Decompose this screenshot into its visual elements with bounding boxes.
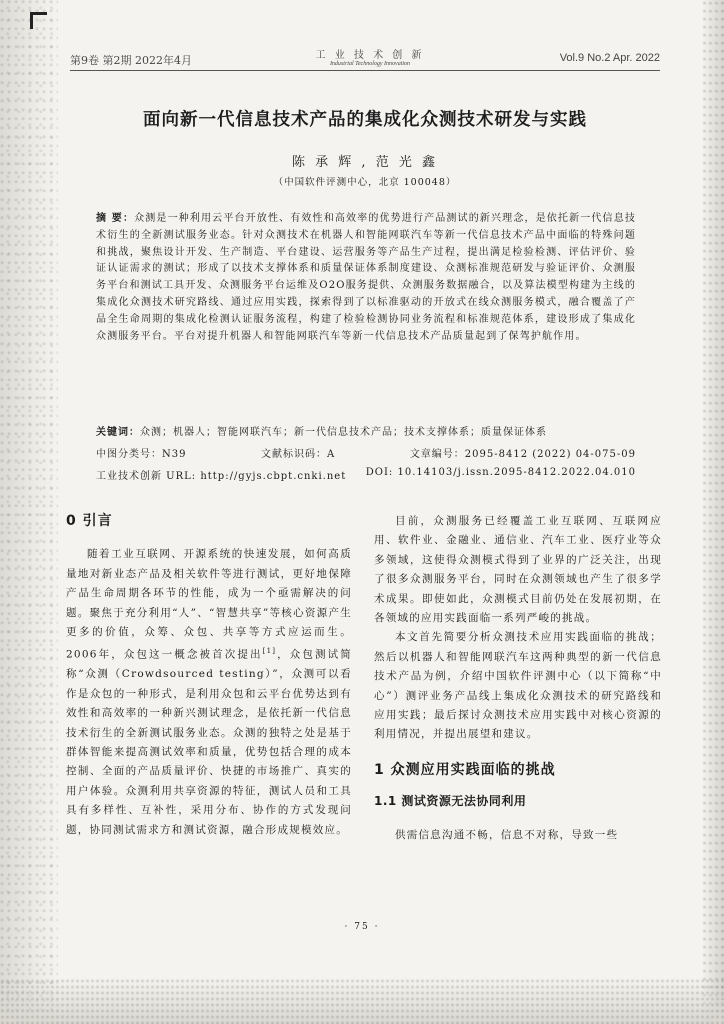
section-1-1-heading: 1.1 测试资源无法协同利用 [374, 794, 527, 809]
keywords [96, 423, 636, 438]
doi: DOI: 10.14103/j.issn.2095-8412.2022.04.010 [365, 467, 636, 478]
document-code: 文献标识码：A [261, 449, 336, 460]
journal-name-en: Industrial Technology Innovation [329, 61, 411, 67]
paragraph: 本文首先简要分析众测技术应用实践面临的挑战；然后以机器人和智能网联汽车这两种典型的新一代信息技术产品为例，介绍中国软件评测中心（以下简称“中心”）测评业务产品线上集成化众测技术的研究路线和应用实践；最后探讨众测技术应用实践中对核心资源的利用情况，并提出展望和建议。 [374, 631, 662, 741]
keywords-label: 关键词： [96, 427, 140, 438]
scan-edge-right [702, 0, 724, 1024]
scan-edge-left [0, 0, 58, 1024]
authors: 陈 承 辉 , 范 光 鑫 [292, 155, 438, 170]
citation: [1] [262, 647, 277, 656]
abstract-text: 众测是一种利用云平台开放性、有效性和高效率的优势进行产品测试的新兴理念，是依托新一代信息技术衍生的全新测试服务业态。针对众测技术在机器人和智能网联汽车等新一代信息技术产品中面临的特殊问题和挑战，聚焦设计开发、生产制造、平台建设、运营服务等产品生产过程，提出满足检验检测、评估评价、验证认证需求的测试；形成了以技术支撑体系和质量保证体系制度建设、众测标准规范研发与验证评价、众测服务平台和测试工具开发、众测服务平台运维及O2O服务提供、众测服务数据融合，以及算法模型构建为主线的集成化众测技术研究路线、通过应用实践，探索得到了以标准驱动的开放式在线众测服务模式，融合覆盖了产品全生命周期的集成化检测认证服务流程，构建了检验检测协同业务流程和标准规范体系，建设形成了集成化众测服务平台。平台对提升机器人和智能网联汽车等新一代信息技术产品质量起到了保驾护航作用。 [96, 213, 637, 342]
clc-number: 中图分类号：N39 [96, 449, 187, 460]
paragraph-text: 随着工业互联网、开源系统的快速发展，如何高质量地对新业态产品及相关软件等进行测试，更好地保障产品生命周期各环节的性能，成为一个亟需解决的问题。聚焦于充分利用“人”、“智慧共享”等核心资源产生更多的价值，众筹、众包、共享等方式应运而生。2006年，众包这一概念被首次提出 [66, 548, 352, 661]
journal-name-cn: 工 业 技 术 创 新 [315, 50, 425, 61]
journal-name [315, 46, 425, 67]
paragraph: 目前，众测服务已经覆盖工业互联网、互联网应用、软件业、金融业、通信业、汽车工业、医疗业等众多领域，这使得众测模式得到了业界的广泛关注，出现了很多众测服务平台，同时在众测领域也产生了很多学术成果。即使如此，众测模式目前仍处在发展初期，在各领域的应用实践面临一系列严峻的挑战。 [374, 515, 662, 625]
running-head [70, 46, 660, 68]
article-number: 文章编号：2095-8412 (2022) 04-075-09 [409, 449, 636, 460]
section-1-heading: 1 众测应用实践面临的挑战 [374, 761, 556, 778]
paragraph: 供需信息沟通不畅，信息不对称，导致一些 [395, 828, 619, 841]
abstract [96, 211, 636, 345]
page-number: · 75 · [344, 922, 380, 932]
header-rule [70, 70, 660, 71]
scan-edge-bottom [0, 978, 724, 1024]
journal-issue-en: Vol.9 No.2 Apr. 2022 [559, 52, 660, 64]
classification-line [96, 445, 636, 460]
keywords-text: 众测；机器人；智能网联汽车；新一代信息技术产品；技术支撑体系；质量保证体系 [140, 427, 547, 438]
affiliation: （中国软件评测中心，北京 100048） [273, 177, 457, 188]
crop-mark-icon [30, 12, 47, 29]
column-right [374, 512, 662, 845]
url-doi-line [96, 467, 636, 482]
paragraph-text: ，众包测试简称“众测（Crowdsourced testing）”，众测可以看作是众包的一种形式，是利用众包和云平台优势达到有效性和高效率的一种新兴测试理念，是依托新一代信息技术衍生的全新测试服务业态。众测的独特之处是基于群体智能来提高测试效率和质量，优势包括合理的成本控制、全面的产品质量评价、快捷的市场推广、真实的用户体验。众测利用共享资源的特征，测试人员和工具具有多样性、互补性，采用分布、协作的方式发现问题，协同测试需求方和测试资源，融合形成规模效应。 [66, 648, 352, 836]
paragraph [66, 545, 352, 840]
section-0-heading: 0 引言 [66, 513, 113, 529]
journal-url: 工业技术创新 URL: http://gyjs.cbpt.cnki.net [96, 471, 347, 482]
journal-issue-cn: 第9卷 第2期 2022年4月 [70, 54, 192, 67]
column-left [66, 512, 352, 840]
abstract-label: 摘 要： [96, 213, 135, 224]
paper-title: 面向新一代信息技术产品的集成化众测技术研发与实践 [143, 110, 587, 130]
